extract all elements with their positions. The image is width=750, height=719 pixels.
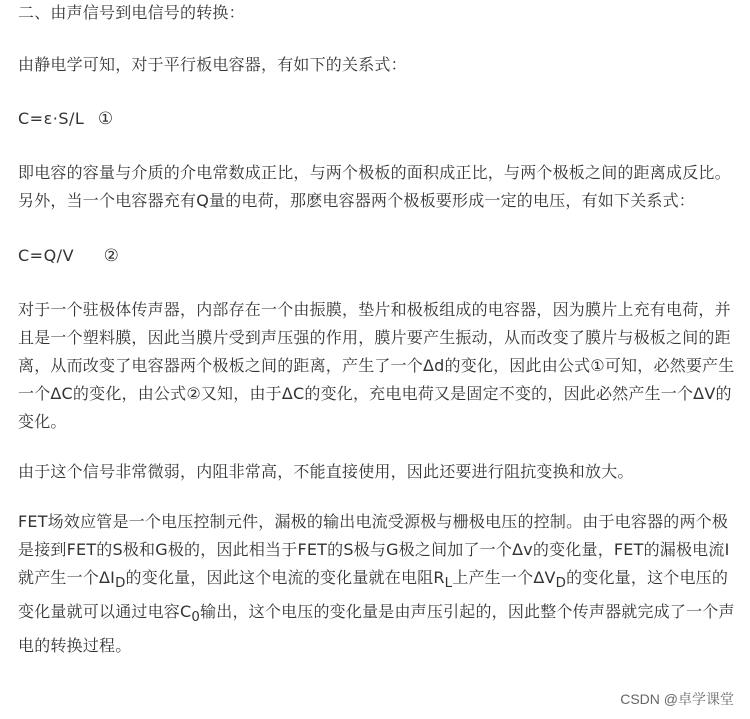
formula-1 bbox=[18, 105, 740, 133]
paragraph-impedance: 由于这个信号非常微弱，内阻非常高，不能直接使用，因此还要进行阻抗变换和放大。 bbox=[18, 462, 634, 481]
csdn-watermark: CSDN @卓学课堂 bbox=[620, 691, 734, 707]
formula-2-text: C=Q/V bbox=[18, 246, 75, 265]
formula-1-number: ① bbox=[97, 109, 114, 129]
paragraph-intro: 由静电学可知，对于平行板电容器，有如下的关系式： bbox=[18, 55, 407, 74]
paragraph-fet: FET场效应管是一个电压控制元件，漏极的输出电流受源极与栅极电压的控制。由于电容器的两个极是接到FET的S极和G极的，因此相当于FET的S极与G极之间加了一个Δv的变化量，FET的漏极电流I就产生一个$\Delta I_D$的变化量，因此这个电流的变化量就在电阻$R_L$上产生一个$\Delta V_D$的变化量，这个电压的变化量就可以通过电容$C_0$输出，这个电压的变化量是由声压引起的，因此整个传声器就完成了一个声电的转换过程。 bbox=[18, 512, 735, 656]
formula-2 bbox=[18, 242, 740, 270]
paragraph-electret: 对于一个驻极体传声器，内部存在一个由振膜，垫片和极板组成的电容器，因为膜片上充有电荷，并且是一个塑料膜，因此当膜片受到声压强的作用，膜片要产生振动，从而改变了膜片与极板之间的距离，从而改变了电容器两个极板之间的距离，产生了一个Δd的变化，因此由公式①可知，必然要产生一个ΔC的变化，由公式②又知，由于ΔC的变化，充电电荷又是固定不变的，因此必然产生一个ΔV的变化。 bbox=[18, 300, 735, 431]
formula-2-number: ② bbox=[103, 246, 120, 266]
article-body bbox=[18, 0, 740, 660]
section-heading: 二、由声信号到电信号的转换： bbox=[18, 3, 245, 22]
formula-1-text: C=ε·S/L bbox=[18, 109, 85, 128]
paragraph-capacitance: 即电容的容量与介质的介电常数成正比，与两个极板的面积成正比，与两个极板之间的距离成反比。另外，当一个电容器充有Q量的电荷，那麽电容器两个极板要形成一定的电压，有如下关系式： bbox=[18, 163, 731, 210]
